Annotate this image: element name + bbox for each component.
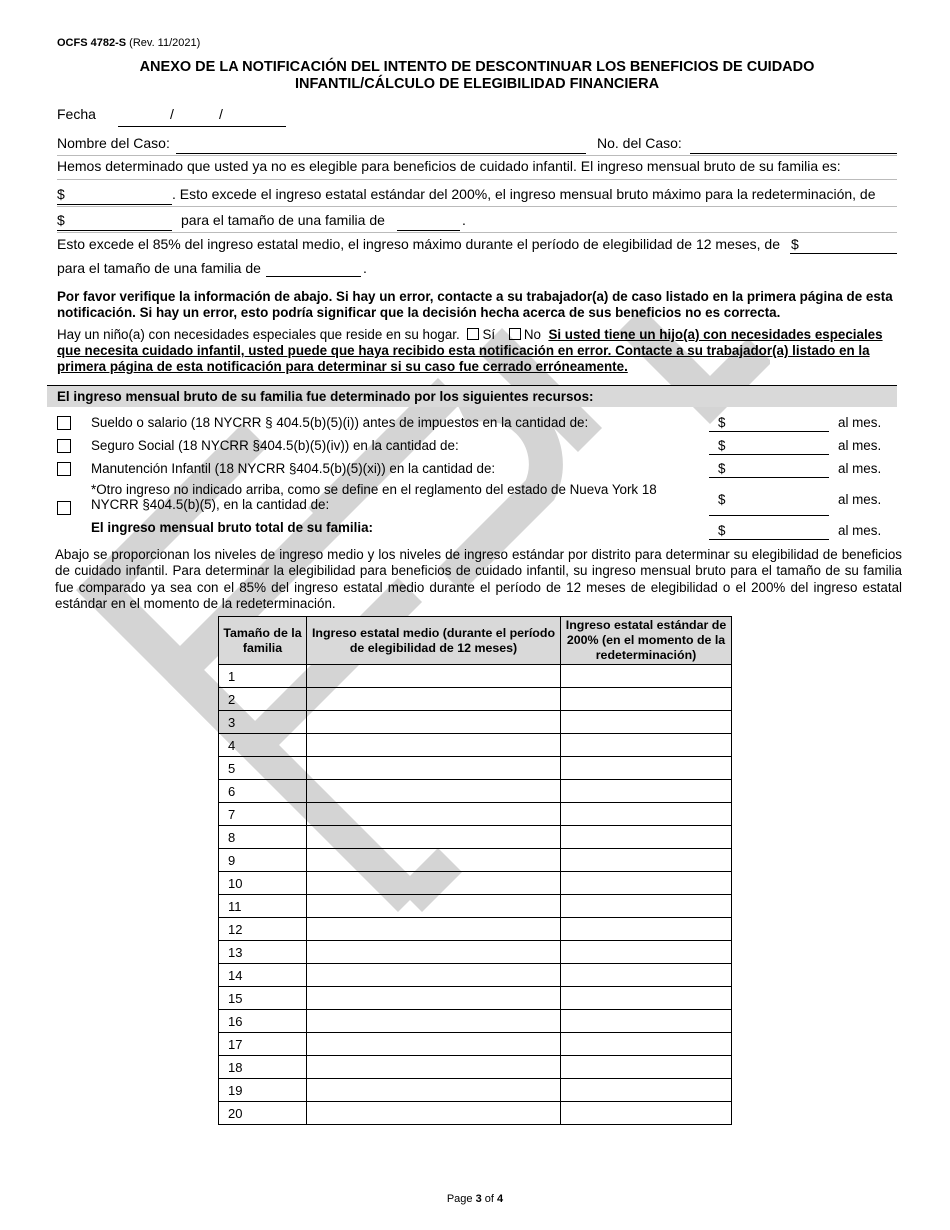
table-row	[219, 1079, 732, 1102]
family-size-cell: 14	[219, 964, 307, 987]
case-name-field[interactable]	[176, 153, 586, 154]
median-income-cell[interactable]	[307, 1079, 561, 1102]
standard-income-cell[interactable]	[561, 1010, 732, 1033]
family-size-text: para el tamaño de una familia de	[181, 212, 385, 228]
table-body	[219, 665, 732, 1125]
table-row	[219, 1102, 732, 1125]
special-needs-yes-checkbox[interactable]	[467, 328, 479, 340]
median-income-cell[interactable]	[307, 688, 561, 711]
divider	[57, 155, 897, 156]
wages-amount-field[interactable]	[709, 431, 829, 432]
table-row	[219, 803, 732, 826]
median-income-cell[interactable]	[307, 1102, 561, 1125]
table-row	[219, 1010, 732, 1033]
family-size-cell: 15	[219, 987, 307, 1010]
standard-income-cell[interactable]	[561, 1056, 732, 1079]
family-size-cell: 9	[219, 849, 307, 872]
case-name-label: Nombre del Caso:	[57, 135, 170, 151]
table-row	[219, 895, 732, 918]
table-header-row	[219, 617, 732, 665]
monthly-income-field[interactable]	[57, 204, 172, 205]
table-row	[219, 757, 732, 780]
standard-income-cell[interactable]	[561, 895, 732, 918]
table-row	[219, 872, 732, 895]
total-income-amount-field[interactable]	[709, 539, 829, 540]
table-row	[219, 849, 732, 872]
period: .	[363, 260, 367, 276]
child-support-amount-field[interactable]	[709, 477, 829, 478]
family-size-cell: 17	[219, 1033, 307, 1056]
median-income-cell[interactable]	[307, 757, 561, 780]
median-income-cell[interactable]	[307, 895, 561, 918]
special-needs-paragraph	[57, 327, 897, 375]
table-row	[219, 688, 732, 711]
other-income-checkbox[interactable]	[57, 501, 71, 515]
standard-income-cell[interactable]	[561, 665, 732, 688]
family-size-cell: 1	[219, 665, 307, 688]
table-row	[219, 711, 732, 734]
table-row	[219, 1056, 732, 1079]
standard-income-cell[interactable]	[561, 964, 732, 987]
table-row	[219, 826, 732, 849]
case-number-field[interactable]	[690, 153, 897, 154]
median-income-cell[interactable]	[307, 826, 561, 849]
family-size-cell: 11	[219, 895, 307, 918]
special-needs-warning: Si usted tiene un hijo(a) con necesidades especiales que necesita cuidado infantil, usted puede que haya recibido esta notificación en error. Contacte a su trabajador(a) listado en la primera página de esta notificación para determinar si su caso fue cerrado erróneamente.	[57, 327, 883, 374]
median-income-cell[interactable]	[307, 1033, 561, 1056]
median-income-cell[interactable]	[307, 780, 561, 803]
median-income-cell[interactable]	[307, 849, 561, 872]
standard-income-cell[interactable]	[561, 1079, 732, 1102]
median-income-cell[interactable]	[307, 711, 561, 734]
social-security-per-month: al mes.	[838, 438, 882, 453]
date-separator-1: /	[170, 106, 174, 122]
table-row	[219, 918, 732, 941]
median-income-cell[interactable]	[307, 1056, 561, 1079]
family-size-cell: 18	[219, 1056, 307, 1079]
family-size-field-2[interactable]	[266, 276, 361, 277]
footer-of-word: of	[484, 1193, 494, 1205]
date-row	[57, 106, 96, 122]
standard-income-cell[interactable]	[561, 711, 732, 734]
date-separator-2: /	[219, 106, 223, 122]
median-income-cell[interactable]	[307, 1010, 561, 1033]
family-size-cell: 16	[219, 1010, 307, 1033]
family-size-cell: 3	[219, 711, 307, 734]
standard-income-cell[interactable]	[561, 1102, 732, 1125]
monthly-income-dollar: $	[57, 186, 65, 202]
standard-income-cell[interactable]	[561, 826, 732, 849]
standard-income-cell[interactable]	[561, 941, 732, 964]
verify-notice: Por favor verifique la información de abajo. Si hay un error, contacte a su trabajador(a) de caso listado en la primera página de esta notificación. Si hay un error, esto podría significar que la decisión hecha acerca de sus beneficios no es correcta.	[57, 289, 893, 320]
median-income-cell[interactable]	[307, 964, 561, 987]
median-income-cell[interactable]	[307, 734, 561, 757]
table-row	[219, 780, 732, 803]
median-income-cell[interactable]	[307, 803, 561, 826]
family-size-cell: 4	[219, 734, 307, 757]
family-size-cell: 2	[219, 688, 307, 711]
total-income-label: El ingreso mensual bruto total de su familia:	[91, 520, 373, 535]
standard-income-cell[interactable]	[561, 849, 732, 872]
max-200-dollar: $	[57, 212, 65, 228]
divider	[57, 179, 897, 180]
child-support-checkbox[interactable]	[57, 462, 71, 476]
title-line-1: ANEXO DE LA NOTIFICACIÓN DEL INTENTO DE DESCONTINUAR LOS BENEFICIOS DE CUIDADO	[139, 59, 815, 75]
family-size-cell: 20	[219, 1102, 307, 1125]
median-income-cell[interactable]	[307, 987, 561, 1010]
median-income-cell[interactable]	[307, 918, 561, 941]
median-income-cell[interactable]	[307, 665, 561, 688]
standard-income-cell[interactable]	[561, 734, 732, 757]
resources-header: El ingreso mensual bruto de su familia fue determinado por los siguientes recursos:	[47, 385, 897, 407]
standard-income-cell[interactable]	[561, 1033, 732, 1056]
standard-income-cell[interactable]	[561, 688, 732, 711]
header-standard-income: Ingreso estatal estándar de 200% (en el momento de la redeterminación)	[561, 617, 732, 665]
family-size-cell: 19	[219, 1079, 307, 1102]
footer-total-pages: 4	[497, 1193, 504, 1205]
standard-income-cell[interactable]	[561, 757, 732, 780]
wages-dollar: $	[718, 415, 726, 430]
wages-per-month: al mes.	[838, 415, 882, 430]
page-footer	[0, 1193, 950, 1205]
child-support-dollar: $	[718, 461, 726, 476]
special-needs-question: Hay un niño(a) con necesidades especiales que reside en su hogar.	[57, 327, 460, 342]
table-row	[219, 987, 732, 1010]
table-row	[219, 665, 732, 688]
child-support-per-month: al mes.	[838, 461, 882, 476]
standard-income-cell[interactable]	[561, 872, 732, 895]
other-income-label: *Otro ingreso no indicado arriba, como se define en el reglamento del estado de Nueva York 18 NYCRR §404.5(b)(5), en la cantidad de:	[91, 482, 657, 512]
footer-current-page: 3	[475, 1193, 482, 1205]
table-row	[219, 941, 732, 964]
family-size-text-2: para el tamaño de una familia de	[57, 260, 261, 276]
child-support-label: Manutención Infantil (18 NYCRR §404.5(b)(5)(xi)) en la cantidad de:	[91, 461, 496, 476]
total-income-per-month: al mes.	[838, 523, 882, 538]
footer-page-word: Page	[446, 1193, 473, 1205]
standard-income-cell[interactable]	[561, 780, 732, 803]
date-field[interactable]	[118, 126, 286, 127]
page-title	[57, 59, 897, 93]
date-label: Fecha	[57, 106, 96, 122]
social-security-label: Seguro Social (18 NYCRR §404.5(b)(5)(iv)) en la cantidad de:	[91, 438, 459, 453]
income-levels-table	[218, 616, 732, 1125]
family-size-cell: 13	[219, 941, 307, 964]
special-needs-no-label: No	[523, 327, 541, 342]
median-income-cell[interactable]	[307, 941, 561, 964]
standard-income-cell[interactable]	[561, 987, 732, 1010]
header-family-size: Tamaño de la familia	[219, 617, 307, 665]
wages-label: Sueldo o salario (18 NYCRR § 404.5(b)(5)(i)) antes de impuestos en la cantidad de:	[91, 415, 589, 430]
social-security-amount-field[interactable]	[709, 454, 829, 455]
median-income-cell[interactable]	[307, 872, 561, 895]
header-median-income: Ingreso estatal medio (durante el período de elegibilidad de 12 meses)	[307, 617, 561, 665]
social-security-checkbox[interactable]	[57, 439, 71, 453]
table-row	[219, 1033, 732, 1056]
exceeds-200-text: . Esto excede el ingreso estatal estándar del 200%, el ingreso mensual bruto máximo para la redeterminación, de	[172, 186, 876, 202]
exceeds-85-text: Esto excede el 85% del ingreso estatal medio, el ingreso máximo durante el período de elegibilidad de 12 meses, de	[57, 236, 780, 252]
social-security-dollar: $	[718, 438, 726, 453]
total-income-dollar: $	[718, 523, 726, 538]
determined-text: Hemos determinado que usted ya no es elegible para beneficios de cuidado infantil. El ingreso mensual bruto de su familia es:	[57, 158, 841, 174]
form-identifier	[57, 37, 200, 49]
wages-checkbox[interactable]	[57, 416, 71, 430]
table-row	[219, 734, 732, 757]
family-size-cell: 12	[219, 918, 307, 941]
divider	[57, 232, 897, 233]
special-needs-yes-label: Sí	[482, 327, 496, 342]
special-needs-no-checkbox[interactable]	[509, 328, 521, 340]
table-row	[219, 964, 732, 987]
family-size-cell: 7	[219, 803, 307, 826]
other-income-amount-field[interactable]	[709, 515, 829, 516]
divider	[57, 206, 897, 207]
family-size-cell: 10	[219, 872, 307, 895]
form-rev: (Rev. 11/2021)	[129, 37, 201, 49]
form-id: OCFS 4782-S	[57, 37, 127, 49]
max-200-field[interactable]	[57, 230, 172, 231]
other-income-per-month: al mes.	[838, 492, 882, 507]
other-income-dollar: $	[718, 492, 726, 507]
case-number-label: No. del Caso:	[597, 135, 682, 151]
family-size-cell: 5	[219, 757, 307, 780]
family-size-field[interactable]	[397, 230, 460, 231]
family-size-cell: 6	[219, 780, 307, 803]
family-size-cell: 8	[219, 826, 307, 849]
title-line-2: INFANTIL/CÁLCULO DE ELEGIBILIDAD FINANCIERA	[294, 76, 660, 92]
max-85-dollar: $	[791, 236, 799, 252]
period: .	[462, 212, 466, 228]
max-85-field[interactable]	[790, 253, 897, 254]
explanation-paragraph: Abajo se proporcionan los niveles de ingreso medio y los niveles de ingreso estándar por distrito para determinar su elegibilidad de beneficios de cuidado infantil. Para determinar la elegibilidad para beneficios de cuidado infantil, su ingreso mensual bruto para el tamaño de su familia fue comparado ya sea con el 85% del ingreso estatal medio durante el período de 12 meses de elegibilidad o el 200% del ingreso estatal estándar en el momento de la redeterminación.	[55, 547, 902, 612]
standard-income-cell[interactable]	[561, 918, 732, 941]
standard-income-cell[interactable]	[561, 803, 732, 826]
